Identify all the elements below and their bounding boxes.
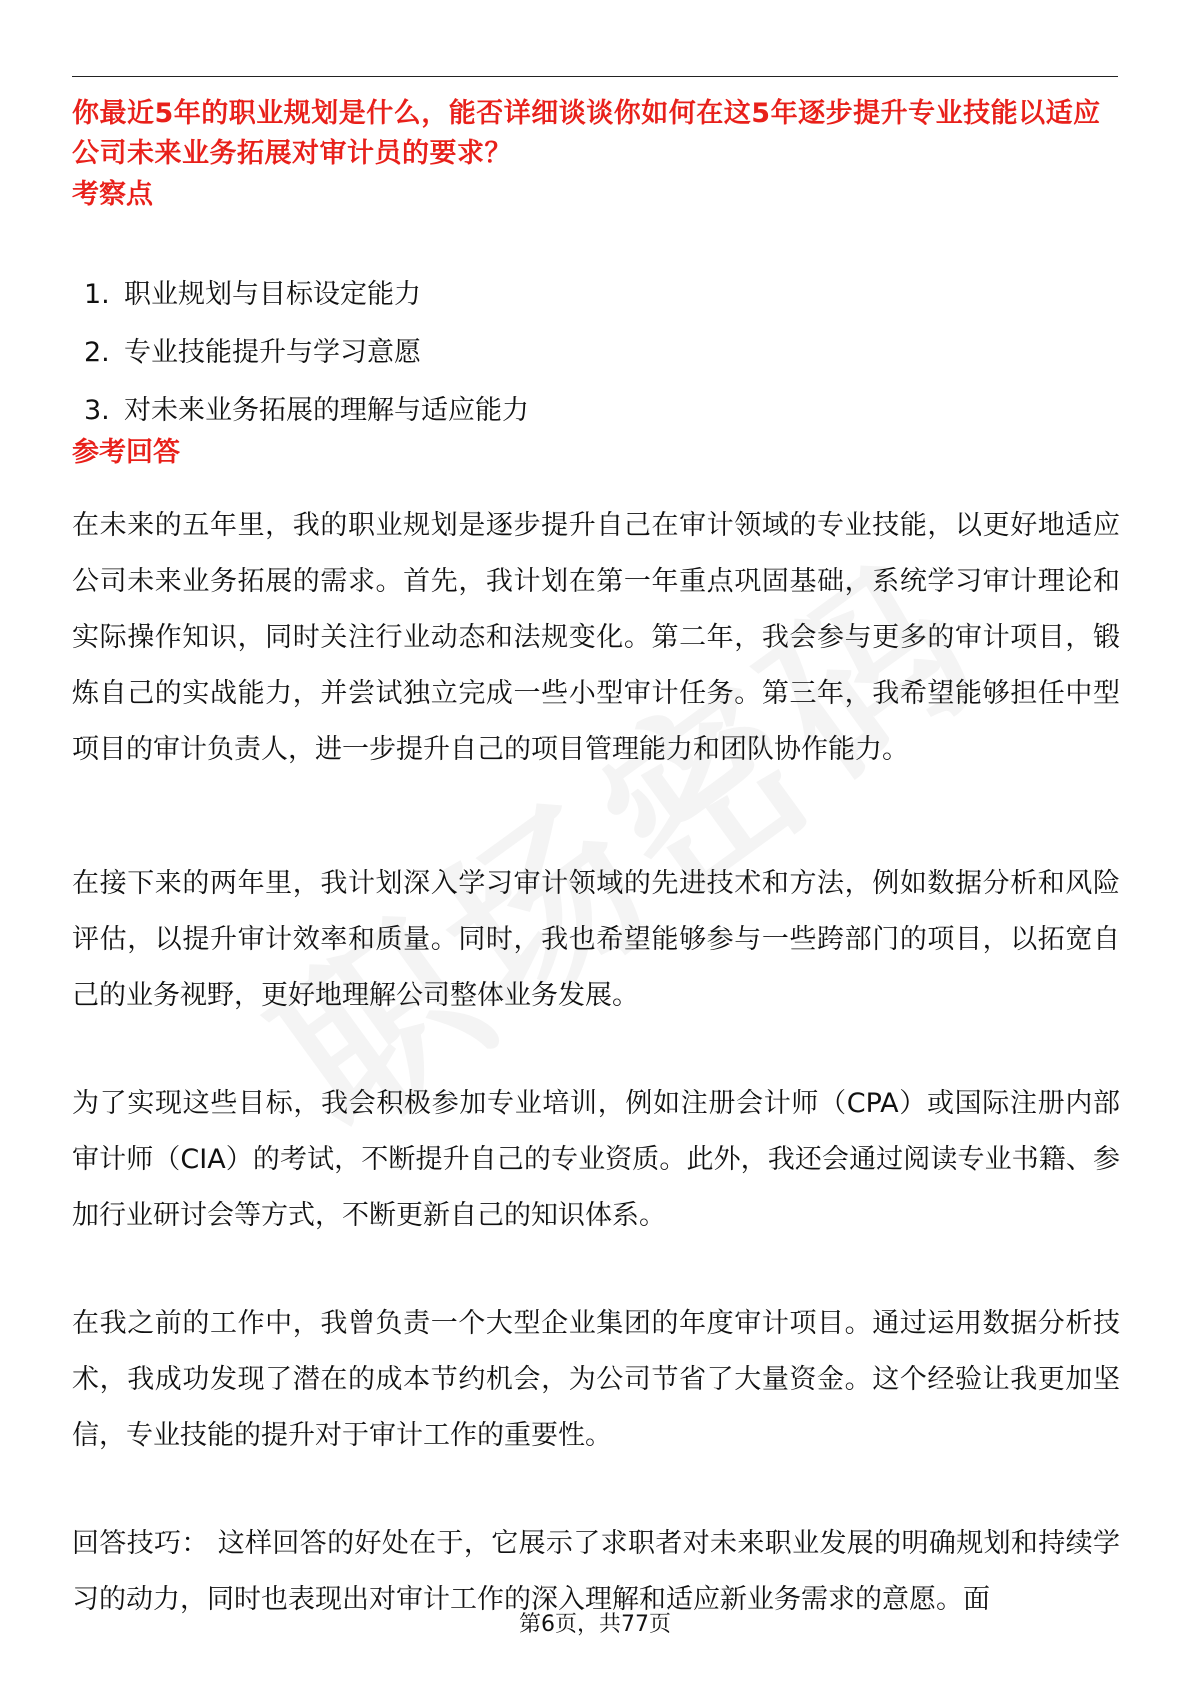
list-item	[84, 324, 529, 382]
top-divider	[72, 76, 1118, 77]
list-item	[84, 266, 529, 324]
answer-paragraph: 为了实现这些目标，我会积极参加专业培训，例如注册会计师（CPA）或国际注册内部审计师（CIA）的考试，不断提升自己的专业资质。此外，我还会通过阅读专业书籍、参加行业研讨会等方式，不断更新自己的知识体系。	[72, 1088, 1120, 1231]
answer-heading: 参考回答	[72, 437, 180, 468]
answer-tip-paragraph: 回答技巧： 这样回答的好处在于，它展示了求职者对未来职业发展的明确规划和持续学习的动力，同时也表现出对审计工作的深入理解和适应新业务需求的意愿。面	[72, 1528, 1120, 1615]
list-item-text: 职业规划与目标设定能力	[124, 279, 421, 310]
list-item-text: 专业技能提升与学习意愿	[124, 337, 421, 368]
answer-paragraph: 在接下来的两年里，我计划深入学习审计领域的先进技术和方法，例如数据分析和风险评估，以提升审计效率和质量。同时，我也希望能够参与一些跨部门的项目，以拓宽自己的业务视野，更好地理解公司整体业务发展。	[72, 868, 1120, 1011]
answer-paragraph: 在我之前的工作中，我曾负责一个大型企业集团的年度审计项目。通过运用数据分析技术，我成功发现了潜在的成本节约机会，为公司节省了大量资金。这个经验让我更加坚信，专业技能的提升对于审计工作的重要性。	[72, 1308, 1120, 1451]
list-item	[84, 382, 529, 440]
page-number: 第6页，共77页	[519, 1612, 671, 1637]
points-heading: 考察点	[72, 179, 153, 210]
list-item-number: 1.	[84, 279, 110, 310]
list-item-number: 3.	[84, 395, 110, 426]
answer-paragraph: 在未来的五年里，我的职业规划是逐步提升自己在审计领域的专业技能，以更好地适应公司未来业务拓展的需求。首先，我计划在第一年重点巩固基础，系统学习审计理论和实际操作知识，同时关注行业动态和法规变化。第二年，我会参与更多的审计项目，锻炼自己的实战能力，并尝试独立完成一些小型审计任务。第三年，我希望能够担任中型项目的审计负责人，进一步提升自己的项目管理能力和团队协作能力。	[72, 510, 1120, 765]
list-item-number: 2.	[84, 337, 110, 368]
points-list	[84, 266, 529, 440]
list-item-text: 对未来业务拓展的理解与适应能力	[124, 395, 529, 426]
question-title: 你最近5年的职业规划是什么，能否详细谈谈你如何在这5年逐步提升专业技能以适应公司未来业务拓展对审计员的要求？	[72, 98, 1101, 169]
